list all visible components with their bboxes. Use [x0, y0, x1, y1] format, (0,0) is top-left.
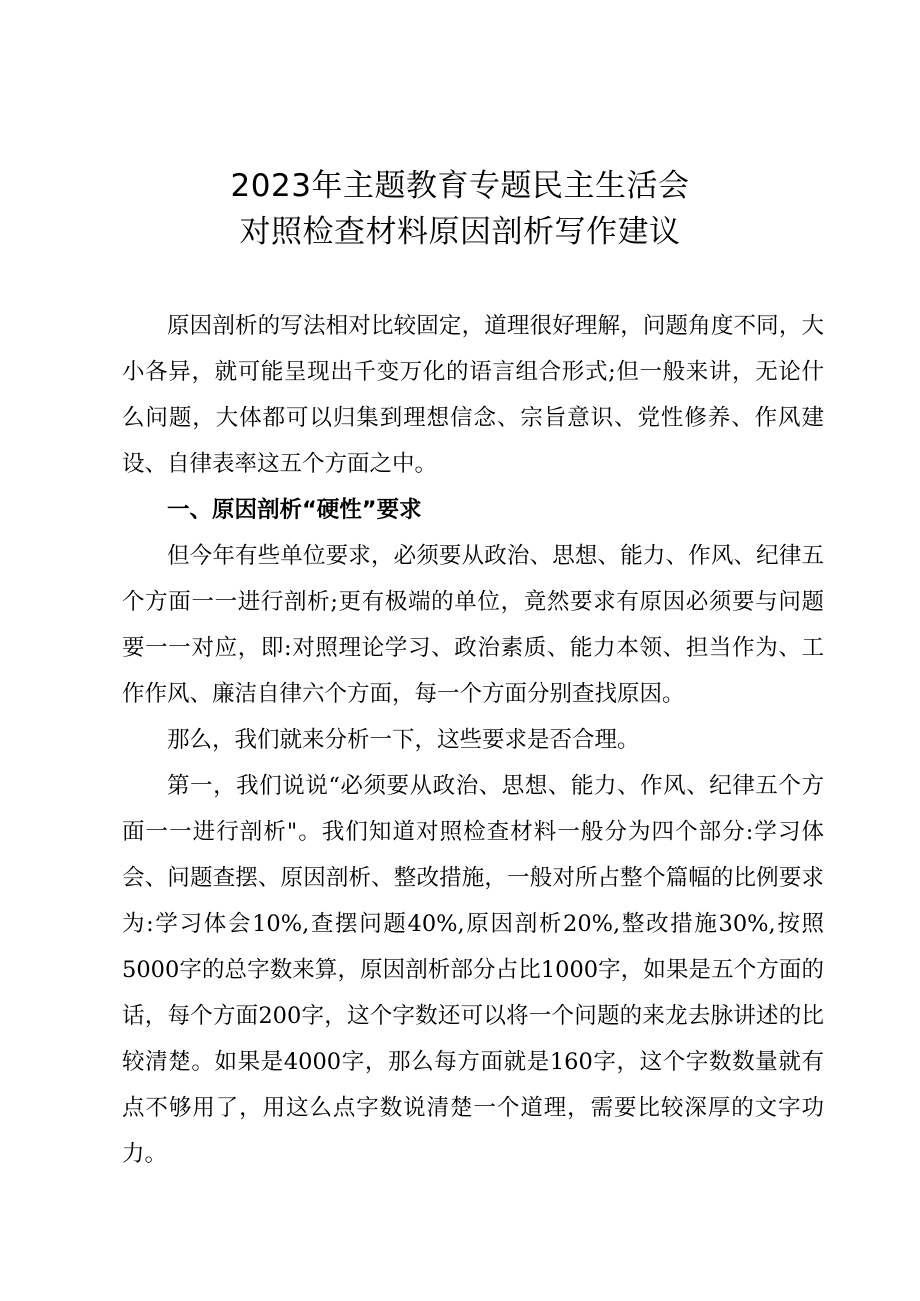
- paragraph-analysis-intro: 那么，我们就来分析一下，这些要求是否合理。: [167, 727, 640, 753]
- paragraph-intro: 原因剖析的写法相对比较固定，道理很好理解，问题角度不同，大小各异，就可能呈现出千变万化的语言组合形式;但一般来讲，无论什么问题，大体都可以归集到理想信念、宗旨意识、党性修养、作风建设、自律表率这五个方面之中。: [122, 313, 824, 477]
- paragraph-first-point: 第一，我们说说“必须要从政治、思想、能力、作风、纪律五个方面一一进行剖析"。我们知道对照检查材料一般分为四个部分:学习体会、问题查摆、原因剖析、整改措施，一般对所占整个篇幅的比例要求为:学习体会10%,查摆问题40%,原因剖析20%,整改措施30%,按照5000字的总字数来算，原因剖析部分占比1000字，如果是五个方面的话，每个方面200字，这个字数还可以将一个问题的来龙去脉讲述的比较清楚。如果是4000字，那么每方面就是160字，这个字数数量就有点不够用了，用这么点字数说清楚一个道理，需要比较深厚的文字功力。: [122, 773, 824, 1167]
- document-title-line-1: 2023年主题教育专题民主生活会: [230, 168, 690, 204]
- section-heading-1: 一、原因剖析“硬性”要求: [167, 497, 422, 523]
- document-body: [122, 303, 824, 1177]
- document-title-line-2: 对照检查材料原因剖析写作建议: [239, 214, 681, 250]
- paragraph-requirements: 但今年有些单位要求，必须要从政治、思想、能力、作风、纪律五个方面一一进行剖析;更有极端的单位，竟然要求有原因必须要与问题要一一对应，即:对照理论学习、政治素质、能力本领、担当作为、工作作风、廉洁自律六个方面，每一个方面分别查找原因。: [122, 543, 824, 707]
